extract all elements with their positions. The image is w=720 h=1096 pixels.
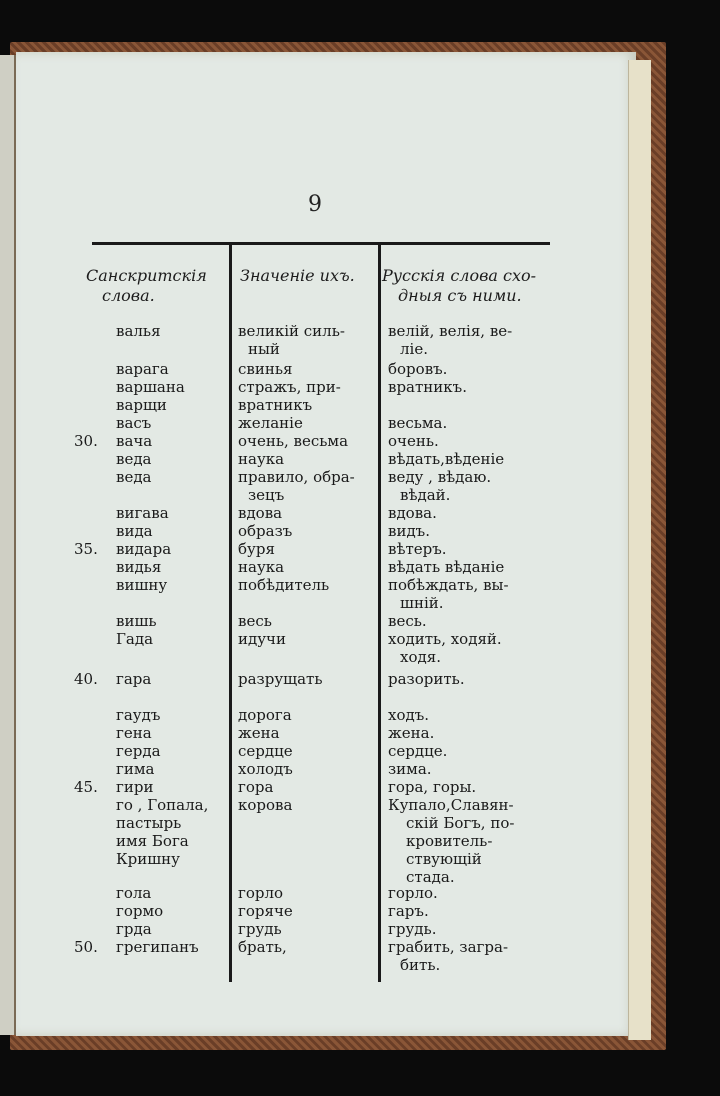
cell-line: побѣждать, вы- <box>388 576 509 594</box>
meaning <box>238 450 388 468</box>
russian-cognate <box>388 920 548 938</box>
cell-line: побѣдитель <box>238 576 330 594</box>
cell-line: вѣтеръ. <box>388 540 447 558</box>
cell-line: ствующій <box>406 850 482 868</box>
cell-line: горло. <box>388 884 438 902</box>
russian-cognate <box>388 378 548 396</box>
russian-cognate <box>388 558 548 576</box>
cell-line: валья <box>116 322 161 340</box>
russian-cognate <box>388 504 548 522</box>
cell-line: дорога <box>238 706 292 724</box>
sanskrit-word <box>116 796 208 868</box>
cell-line: вѣдать вѣданіе <box>388 558 505 576</box>
cell-line: пастырь <box>116 814 182 832</box>
meaning <box>238 504 388 522</box>
cell-line: очень, весьма <box>238 432 349 450</box>
cell-line: великій силь- <box>238 322 345 340</box>
russian-cognate <box>388 612 548 630</box>
cell-line: гола <box>116 884 152 902</box>
cell-line: вишь <box>116 612 157 630</box>
cell-line: свинья <box>238 360 293 378</box>
sanskrit-word <box>116 724 152 742</box>
cell-line: гири <box>116 778 154 796</box>
cell-line: видья <box>116 558 162 576</box>
cell-line: ный <box>248 340 280 358</box>
cell-line: гаръ. <box>388 902 429 920</box>
cell-line: васъ <box>116 414 152 432</box>
cell-line: бить. <box>400 956 441 974</box>
meaning <box>238 396 388 414</box>
cell-line: вратникъ. <box>388 378 467 396</box>
header-sanskrit: Санскритскія слова. <box>86 266 207 305</box>
russian-cognate <box>388 796 548 886</box>
sanskrit-word <box>116 612 157 630</box>
meaning <box>238 414 388 432</box>
cell-line: образъ <box>238 522 293 540</box>
russian-cognate <box>388 902 548 920</box>
top-rule <box>92 242 550 245</box>
meaning <box>238 576 388 594</box>
meaning <box>238 884 388 902</box>
book-page <box>16 52 636 1036</box>
cell-line: грда <box>116 920 152 938</box>
russian-cognate <box>388 360 548 378</box>
cell-line: гора <box>238 778 274 796</box>
cell-line: веда <box>116 450 152 468</box>
cell-line: грудь <box>238 920 282 938</box>
meaning <box>238 378 388 396</box>
meaning <box>238 432 388 450</box>
russian-cognate <box>388 450 548 468</box>
russian-cognate <box>388 630 548 666</box>
meaning <box>238 796 388 814</box>
cell-line: варага <box>116 360 169 378</box>
cell-line: стада. <box>406 868 455 886</box>
cell-line: правило, обра- <box>238 468 355 486</box>
cell-line: зима. <box>388 760 432 778</box>
russian-cognate <box>388 414 548 432</box>
cell-line: горло <box>238 884 284 902</box>
column-divider-1 <box>229 244 232 982</box>
russian-cognate <box>388 576 548 612</box>
cell-line: шній. <box>400 594 444 612</box>
cell-line: видара <box>116 540 172 558</box>
cell-line: гима <box>116 760 155 778</box>
cell-line: корова <box>238 796 293 814</box>
sanskrit-word <box>116 540 171 558</box>
cell-line: желаніе <box>238 414 303 432</box>
cell-line: веду , вѣдаю. <box>388 468 492 486</box>
cell-line: весьма. <box>388 414 448 432</box>
cell-line: герда <box>116 742 161 760</box>
meaning <box>238 322 388 358</box>
cell-line: сердце. <box>388 742 448 760</box>
sanskrit-word <box>116 742 161 760</box>
cell-line: Кришну <box>116 850 180 868</box>
cell-line: идучи <box>238 630 286 648</box>
sanskrit-word <box>116 432 152 450</box>
cell-line: кровитель- <box>406 832 493 850</box>
russian-cognate <box>388 706 548 724</box>
sanskrit-word <box>116 522 153 540</box>
russian-cognate <box>388 742 548 760</box>
meaning <box>238 360 388 378</box>
sanskrit-word <box>116 360 169 378</box>
cell-line: вѣдать,вѣденіе <box>388 450 505 468</box>
meaning <box>238 760 388 778</box>
russian-cognate <box>388 468 548 504</box>
russian-cognate <box>388 432 548 450</box>
line-number: 50. <box>74 938 98 956</box>
meaning <box>238 522 388 540</box>
cell-line: ходя. <box>400 648 441 666</box>
cell-line: вдова. <box>388 504 437 522</box>
cell-line: наука <box>238 558 285 576</box>
cell-line: ліе. <box>400 340 428 358</box>
line-number: 40. <box>74 670 98 688</box>
cell-line: весь. <box>388 612 427 630</box>
sanskrit-word <box>116 468 152 486</box>
sanskrit-word <box>116 778 153 796</box>
cell-line: весь <box>238 612 272 630</box>
sanskrit-word <box>116 378 185 396</box>
russian-cognate <box>388 778 548 796</box>
meaning <box>238 920 388 938</box>
sanskrit-word <box>116 884 151 902</box>
cell-line: холодъ <box>238 760 293 778</box>
cell-line: ходить, ходяй. <box>388 630 502 648</box>
cell-line: разрущать <box>238 670 323 688</box>
meaning <box>238 938 388 956</box>
cell-line: буря <box>238 540 275 558</box>
sanskrit-word <box>116 504 169 522</box>
cell-line: боровъ. <box>388 360 448 378</box>
cell-line: веда <box>116 468 152 486</box>
cell-line: видъ. <box>388 522 430 540</box>
page-number: 9 <box>308 192 322 217</box>
sanskrit-word <box>116 450 152 468</box>
cell-line: грудь. <box>388 920 437 938</box>
line-number: 45. <box>74 778 98 796</box>
cell-line: вигава <box>116 504 169 522</box>
sanskrit-word <box>116 576 167 594</box>
sanskrit-word <box>116 558 161 576</box>
cell-line: вишну <box>116 576 168 594</box>
cell-line: вдова <box>238 504 283 522</box>
cell-line: скій Богъ, по- <box>406 814 515 832</box>
sanskrit-word <box>116 414 151 432</box>
cell-line: гора, горы. <box>388 778 477 796</box>
cell-line: горяче <box>238 902 293 920</box>
cell-line: имя Бога <box>116 832 189 850</box>
russian-cognate <box>388 724 548 742</box>
russian-cognate <box>388 540 548 558</box>
meaning <box>238 902 388 920</box>
cell-line: Купало,Славян- <box>388 796 514 814</box>
cell-line: брать, <box>238 938 287 956</box>
cell-line: сердце <box>238 742 293 760</box>
header-meaning: Значеніе ихъ. <box>240 266 355 285</box>
cell-line: гаудъ <box>116 706 161 724</box>
cell-line: го , Гопала, <box>116 796 209 814</box>
page-edge <box>628 60 651 1040</box>
cell-line: зецъ <box>248 486 285 504</box>
meaning <box>238 706 388 724</box>
meaning <box>238 468 388 504</box>
russian-cognate <box>388 760 548 778</box>
cell-line: стражъ, при- <box>238 378 341 396</box>
russian-cognate <box>388 322 548 358</box>
cell-line: жена. <box>388 724 435 742</box>
cell-line: варшана <box>116 378 185 396</box>
left-page-edge <box>0 55 16 1035</box>
cell-line: гена <box>116 724 152 742</box>
cell-line: грабить, загра- <box>388 938 509 956</box>
cell-line: Гада <box>116 630 154 648</box>
cell-line: очень. <box>388 432 439 450</box>
cell-line: велій, велія, ве- <box>388 322 513 340</box>
meaning <box>238 558 388 576</box>
cell-line: вида <box>116 522 153 540</box>
cell-line: вѣдай. <box>400 486 451 504</box>
sanskrit-word <box>116 706 160 724</box>
meaning <box>238 778 388 796</box>
cell-line: вратникъ <box>238 396 313 414</box>
sanskrit-word <box>116 670 151 688</box>
sanskrit-word <box>116 938 199 956</box>
sanskrit-word <box>116 902 163 920</box>
russian-cognate <box>388 522 548 540</box>
cell-line: разорить. <box>388 670 465 688</box>
cell-line: гара <box>116 670 152 688</box>
meaning <box>238 540 388 558</box>
sanskrit-word <box>116 920 152 938</box>
sanskrit-word <box>116 760 154 778</box>
cell-line: варщи <box>116 396 167 414</box>
meaning <box>238 630 388 648</box>
cell-line: ходъ. <box>388 706 430 724</box>
cell-line: грегипанъ <box>116 938 199 956</box>
russian-cognate <box>388 884 548 902</box>
sanskrit-word <box>116 630 153 648</box>
meaning <box>238 724 388 742</box>
russian-cognate <box>388 670 548 688</box>
header-russian: Русскія слова схо- дныя съ ними. <box>382 266 537 305</box>
cell-line: вача <box>116 432 153 450</box>
line-number: 30. <box>74 432 98 450</box>
sanskrit-word <box>116 322 161 340</box>
meaning <box>238 612 388 630</box>
cell-line: наука <box>238 450 285 468</box>
meaning <box>238 670 388 688</box>
cell-line: гормо <box>116 902 164 920</box>
russian-cognate <box>388 938 548 974</box>
line-number: 35. <box>74 540 98 558</box>
meaning <box>238 742 388 760</box>
sanskrit-word <box>116 396 167 414</box>
cell-line: жена <box>238 724 280 742</box>
